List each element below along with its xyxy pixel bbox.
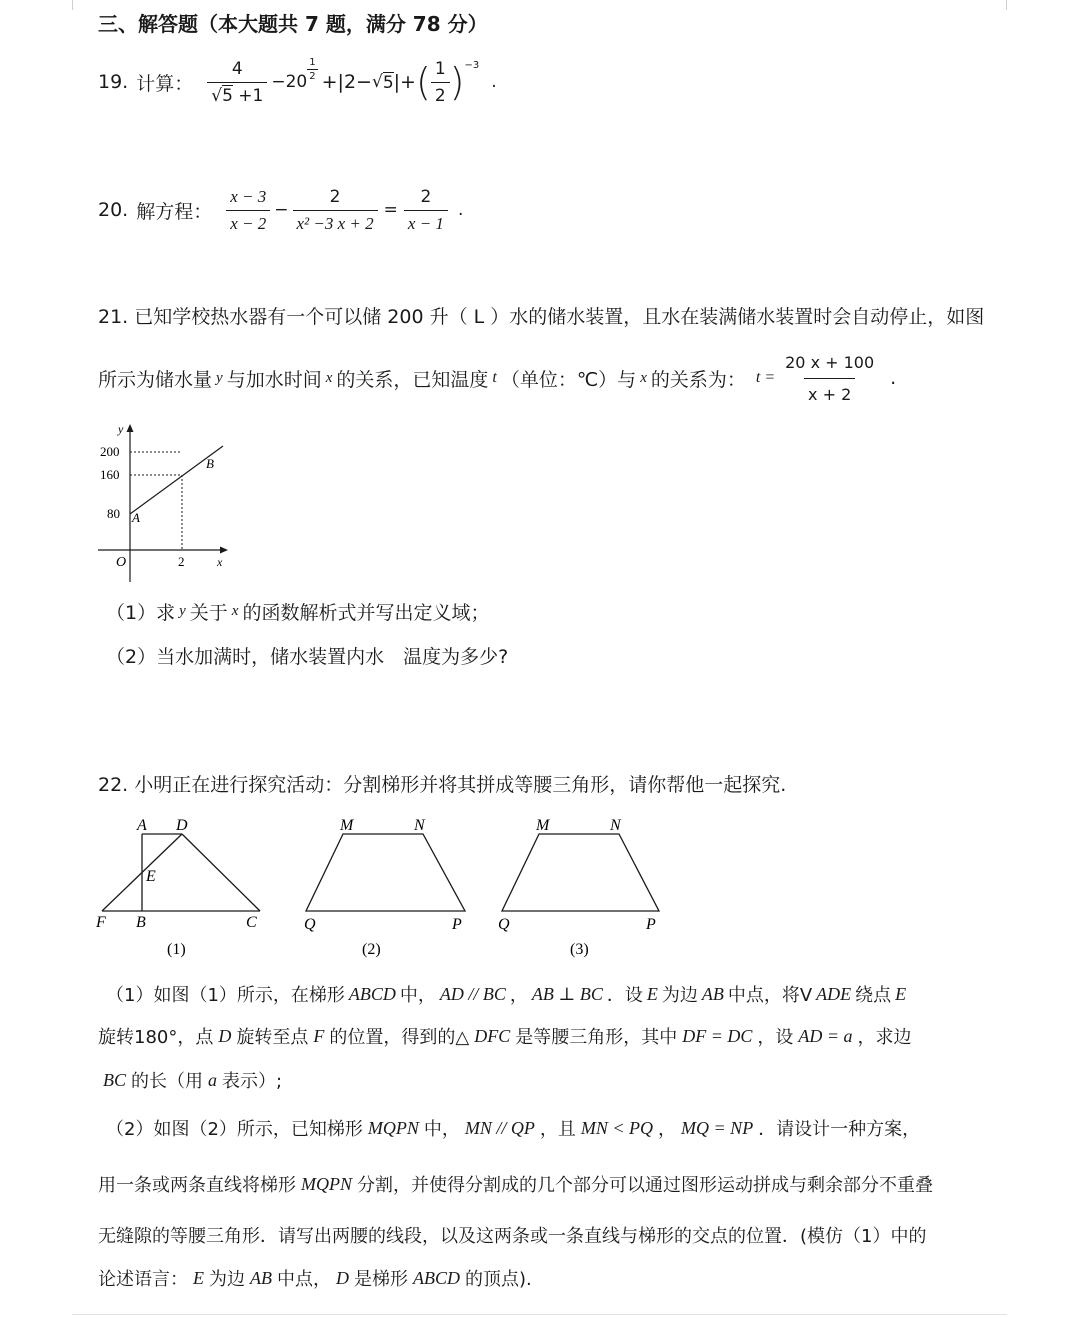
- q19-den-radicand: 5: [222, 85, 233, 106]
- q22-p1-l2-d: F: [313, 1025, 325, 1046]
- q22-p1-l3-b: 的长（用: [131, 1071, 204, 1092]
- q19-minus-base: −20: [271, 72, 308, 92]
- q21-line-2: [98, 350, 896, 406]
- q21-formula-end: .: [890, 367, 897, 389]
- graph-x-arrow: [220, 547, 228, 554]
- q21-sub1-y: y: [179, 602, 186, 619]
- question-20: [98, 180, 463, 240]
- q22-p1-l2-g: 是等腰三角形，其中: [515, 1027, 678, 1048]
- q21-var-t: t: [492, 369, 497, 386]
- fig1-label-a: A: [137, 817, 147, 834]
- question-19: [98, 52, 497, 112]
- q20-fraction-3: [404, 187, 448, 234]
- q22-part2-line-2: [98, 1170, 933, 1198]
- q22-p1-l1-k: 中点，将V: [727, 985, 813, 1006]
- fig1-label-b: B: [136, 914, 146, 931]
- q20-f2-num: 2: [329, 186, 341, 207]
- q19-fraction-den: [207, 82, 267, 106]
- q22-p1-l2-b: D: [218, 1025, 232, 1046]
- q22-p2-l4-g: 是梯形: [354, 1269, 408, 1290]
- q22-part1-line-1: [106, 980, 910, 1008]
- fig1-side-dc: [182, 834, 260, 911]
- q20-equals: =: [383, 200, 398, 220]
- q19-abs-open: +|2−: [321, 71, 372, 93]
- fig2-trapezoid-mqpn: [306, 834, 465, 911]
- q21-sub-1: [106, 598, 489, 624]
- q22-p2-l1-g: ，: [658, 1119, 677, 1140]
- page-edge-left: [72, 0, 73, 10]
- fig3-label-q: Q: [498, 916, 510, 933]
- q21-formula-fraction: [781, 353, 878, 404]
- q22-p2-l1-c: 中，: [423, 1119, 460, 1140]
- q22-p1-l1-i: 为边: [661, 985, 698, 1006]
- q21-line2-b: 与加水时间: [226, 368, 322, 391]
- q22-figure-1: [94, 812, 274, 962]
- q22-p1-l1-f: AB ⊥ BC: [531, 983, 603, 1004]
- q21-sub1-c: 的函数解析式并写出定义域；: [242, 601, 490, 624]
- q22-p1-l1-n: E: [895, 983, 907, 1004]
- q20-f3-num: 2: [420, 186, 432, 207]
- fig3-trapezoid-mqpn: [502, 834, 659, 911]
- fig3-caption: (3): [570, 941, 589, 958]
- fig1-label-f: F: [96, 914, 106, 931]
- q22-p2-l4-c: 为边: [209, 1269, 245, 1290]
- q22-p1-l2-i: ，设: [757, 1027, 794, 1048]
- q22-part2-line-3: 无缝隙的等腰三角形．请写出两腰的线段，以及这两条或一条直线与梯形的交点的位置．(模仿（1）中的: [98, 1226, 927, 1247]
- q22-p1-l2-a: 旋转180°，点: [98, 1027, 214, 1048]
- fig1-label-d: D: [176, 817, 188, 834]
- q22-p1-l3-a: BC: [103, 1069, 127, 1090]
- fig3-label-n: N: [610, 817, 621, 834]
- q22-p2-l2-a: 用一条或两条直线将梯形: [98, 1175, 296, 1196]
- q22-p1-l2-h: DF = DC: [682, 1025, 753, 1046]
- q22-p1-l2-e: 的位置，得到的△: [329, 1027, 470, 1048]
- q19-fraction-num: 4: [231, 58, 243, 79]
- q22-p2-l4-i: 的顶点).: [465, 1269, 532, 1290]
- q22-p2-l4-b: E: [193, 1267, 204, 1288]
- q22-p2-l4-a: 论述语言：: [98, 1269, 188, 1290]
- q22-part1-line-3: [98, 1066, 282, 1094]
- q21-sub-2: （2）当水加满时，储水装置内水 温度为多少?: [106, 646, 509, 668]
- q22-p1-l3-c: a: [208, 1069, 218, 1090]
- q21-line2-e: 的关系为：: [650, 368, 746, 391]
- graph-x-label: x: [217, 555, 223, 569]
- q22-p1-l1-j: AB: [701, 983, 724, 1004]
- q22-p1-l1-e: ，: [509, 985, 528, 1006]
- q21-formula-lhs: t =: [755, 369, 776, 386]
- sqrt-symbol: √: [211, 85, 223, 106]
- q22-p2-l4-e: 中点，: [277, 1269, 331, 1290]
- q22-figure-2: [298, 812, 478, 962]
- q19-paren-exp: −3: [464, 59, 480, 71]
- q21-line-1: 21. 已知学校热水器有一个可以储 200 升（ L ）水的储水装置，且水在装满储水装置时会自动停止，如图: [98, 306, 985, 328]
- graph-tick-x-2: 2: [178, 554, 185, 569]
- q19-end: .: [491, 72, 497, 92]
- graph-point-b: B: [206, 456, 214, 471]
- q19-exp-den: 2: [309, 70, 316, 82]
- fig1-label-e: E: [146, 868, 156, 885]
- fig1-caption: (1): [167, 941, 186, 958]
- q22-p1-l2-f: DFC: [474, 1025, 511, 1046]
- q20-f3-den: x − 1: [404, 210, 448, 234]
- q22-p1-l1-l: ADE: [816, 983, 852, 1004]
- q19-paren-den: 2: [431, 82, 450, 106]
- graph-y-arrow: [127, 424, 134, 432]
- paren-open: (: [415, 60, 431, 104]
- q22-p2-l1-e: ，且: [539, 1119, 576, 1140]
- q21-var-x-2: x: [640, 369, 647, 386]
- q20-end: .: [457, 200, 464, 220]
- q21-sub1-x: x: [231, 602, 239, 619]
- q20-fraction-2: [293, 187, 378, 234]
- q21-sub1-a: （1）求: [106, 601, 176, 624]
- q21-formula-num: 20 x + 100: [785, 352, 875, 372]
- q22-p2-l2-c: 分割，并使得分割成的几个部分可以通过图形运动拼成与剩余部分不重叠: [357, 1175, 933, 1196]
- q22-part2-line-1: [106, 1114, 920, 1142]
- q22-figure-3: [494, 812, 674, 962]
- q22-p1-l1-g: ．设: [606, 985, 643, 1006]
- page-edge-right: [1006, 0, 1007, 10]
- q20-number: 20.: [98, 199, 129, 221]
- sqrt-symbol: √: [371, 72, 383, 92]
- q22-p2-l1-f: MN < PQ: [580, 1117, 654, 1138]
- q22-intro: 22. 小明正在进行探究活动：分割梯形并将其拼成等腰三角形，请你帮他一起探究.: [98, 774, 787, 796]
- q21-var-y: y: [216, 369, 223, 386]
- fig3-label-m: M: [536, 817, 550, 834]
- fig2-label-m: M: [340, 817, 354, 834]
- q22-p2-l4-h: ABCD: [413, 1267, 460, 1288]
- graph-tick-200: 200: [100, 444, 120, 459]
- q20-minus: −: [274, 200, 289, 220]
- q21-graph: [96, 420, 236, 585]
- q19-exponent: [307, 57, 317, 82]
- q22-p2-l1-a: （2）如图（2）所示，已知梯形: [106, 1119, 363, 1140]
- paren-close: ): [449, 60, 465, 104]
- section-title: 三、解答题（本大题共 7 题，满分 78 分）: [98, 12, 488, 36]
- q22-p2-l4-f: D: [336, 1267, 349, 1288]
- q22-p1-l1-a: （1）如图（1）所示，在梯形: [106, 985, 345, 1006]
- q22-p1-l3-d: 表示）;: [222, 1071, 283, 1092]
- q20-prompt: 解方程：: [136, 200, 213, 223]
- q19-paren-fraction: [431, 59, 450, 106]
- graph-point-a: A: [132, 510, 140, 525]
- q19-prompt: 计算：: [136, 72, 194, 95]
- q22-p2-l1-d: MN // QP: [464, 1117, 535, 1138]
- q21-sub1-b: 关于: [189, 601, 228, 624]
- q22-p2-l2-b: MQPN: [301, 1173, 352, 1194]
- q20-f2-den: x² −3 x + 2: [293, 210, 378, 234]
- q20-f1-num: x − 3: [230, 186, 267, 206]
- q19-abs-radicand: 5: [382, 72, 394, 93]
- q19-fraction: [207, 59, 267, 106]
- q22-p2-l4-d: AB: [250, 1267, 272, 1288]
- q19-paren-num: 1: [434, 58, 446, 79]
- q22-p2-l1-i: ．请设计一种方案，: [758, 1119, 921, 1140]
- q22-p2-l1-h: MQ = NP: [681, 1117, 754, 1138]
- q22-p1-l1-d: AD // BC: [439, 983, 506, 1004]
- fig3-label-p: P: [646, 916, 656, 933]
- q20-fraction-1: [226, 187, 270, 234]
- q22-part1-line-2: [98, 1022, 912, 1050]
- graph-origin-label: O: [116, 555, 127, 570]
- q19-exp-num: 1: [309, 56, 316, 68]
- graph-tick-80: 80: [107, 506, 120, 521]
- fig2-label-n: N: [414, 817, 425, 834]
- q21-line2-a: 所示为储水量: [98, 368, 213, 391]
- graph-y-label: y: [118, 422, 124, 436]
- q22-p1-l1-b: ABCD: [348, 983, 396, 1004]
- fig2-label-p: P: [452, 916, 462, 933]
- q22-p1-l2-c: 旋转至点: [236, 1027, 309, 1048]
- q19-number: 19.: [98, 71, 129, 93]
- q19-den-tail: +1: [232, 85, 264, 106]
- page-edge-bottom: [72, 1314, 1007, 1315]
- fig2-caption: (2): [362, 941, 381, 958]
- q22-p1-l2-j: AD = a: [798, 1025, 853, 1046]
- q22-p1-l2-k: ，求边: [857, 1027, 912, 1048]
- q21-line2-c: 的关系，已知温度: [336, 368, 489, 391]
- q21-var-x: x: [325, 369, 333, 386]
- q20-f1-den: x − 2: [226, 210, 270, 234]
- q22-part2-line-4: [98, 1264, 532, 1292]
- fig1-label-c: C: [246, 914, 257, 931]
- q22-p1-l1-h: E: [646, 983, 658, 1004]
- fig2-label-q: Q: [304, 916, 316, 933]
- q22-p1-l1-m: 绕点: [855, 985, 892, 1006]
- q22-p2-l1-b: MQPN: [367, 1117, 419, 1138]
- graph-tick-160: 160: [100, 467, 120, 482]
- q19-abs-close: |+: [393, 71, 416, 93]
- q21-formula-den: x + 2: [804, 378, 855, 404]
- q21-line2-d: （单位：℃）与: [500, 368, 637, 391]
- q22-p1-l1-c: 中，: [399, 985, 436, 1006]
